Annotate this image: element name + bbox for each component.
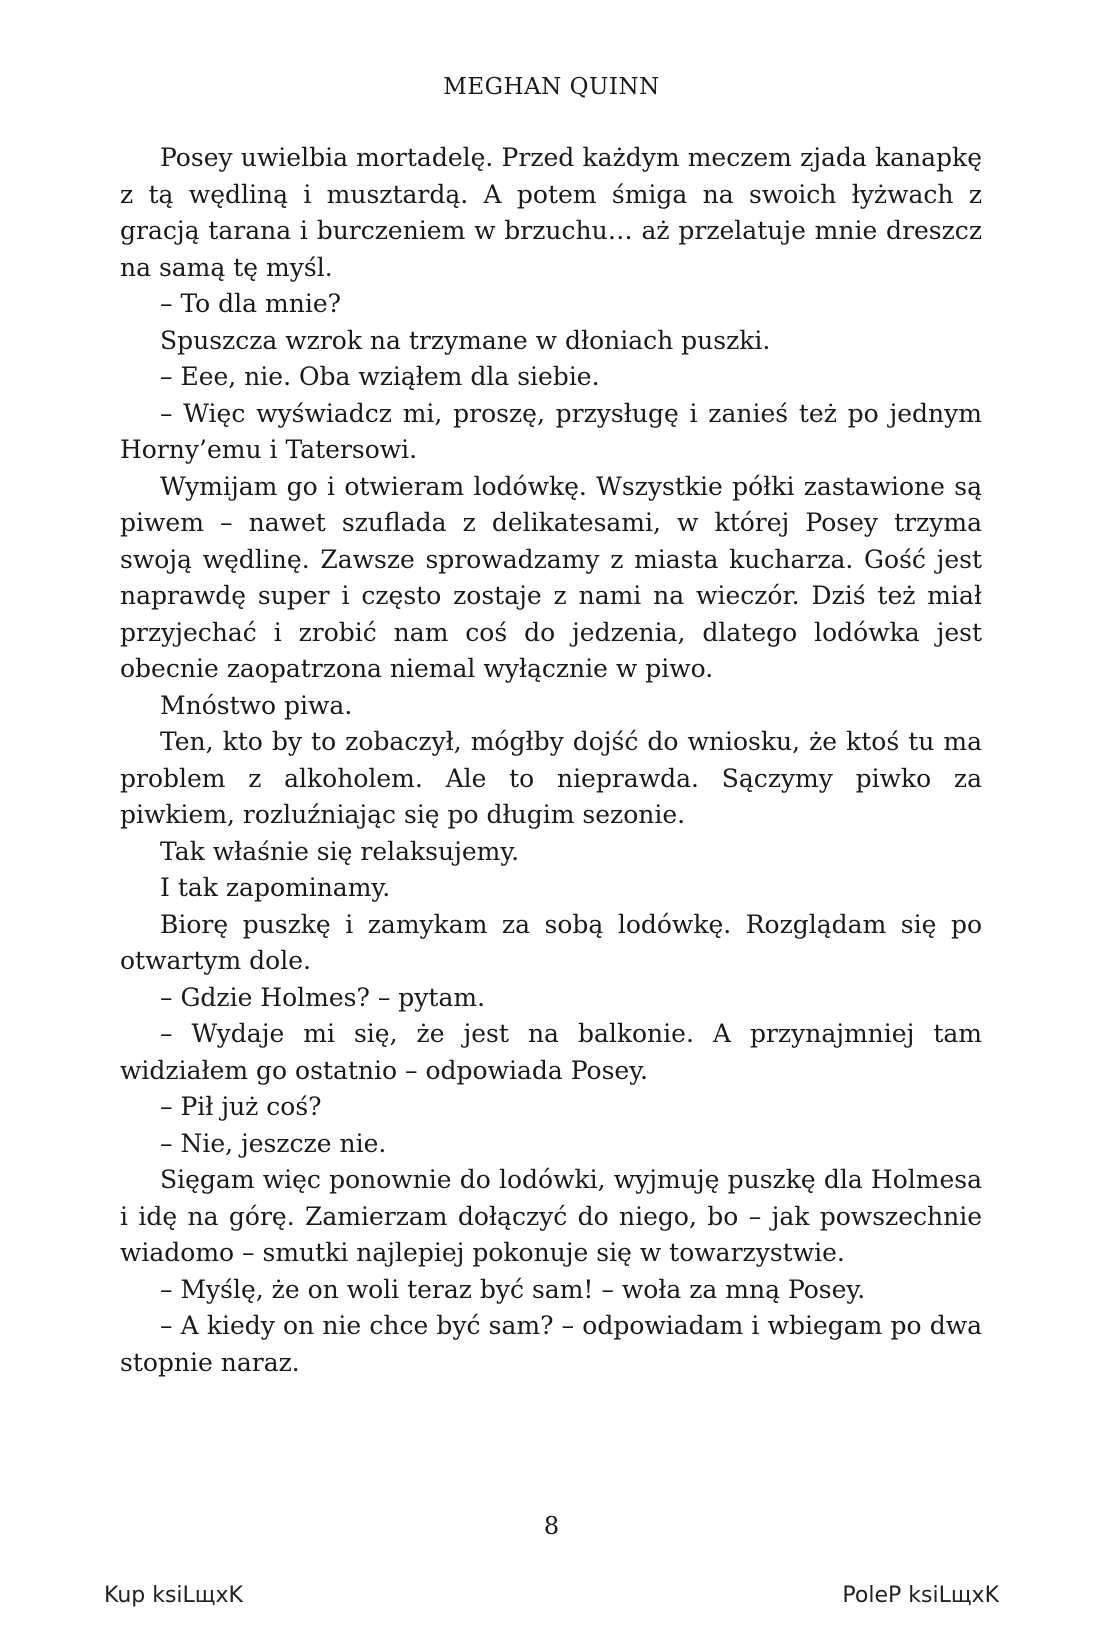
paragraph: – Wydaje mi się, że jest na balkonie. A przynajmniej tam widziałem go ostatnio – odpowiada Posey. — [120, 1019, 982, 1085]
paragraph: Sięgam więc ponownie do lodówki, wyjmuję puszkę dla Holmesa i idę na górę. Zamierzam dołączyć do niego, bo – jak powszechnie wiadomo – smutki najlepiej pokonuje się w towarzystwie. — [120, 1165, 982, 1267]
running-head: MEGHAN QUINN — [443, 74, 660, 100]
paragraph: Spuszcza wzrok na trzymane w dłoniach puszki. — [160, 325, 771, 355]
paragraph: – A kiedy on nie chce być sam? – odpowiadam i wbiegam po dwa stopnie naraz. — [120, 1311, 982, 1377]
paragraph: – Pił już coś? — [160, 1092, 322, 1121]
paragraph: – Gdzie Holmes? – pytam. — [160, 982, 486, 1012]
paragraph: – Eee, nie. Oba wziąłem dla siebie. — [160, 362, 600, 391]
paragraph: Ten, kto by to zobaczył, mógłby dojść do wniosku, że ktoś tu ma problem z alkoholem. Ale to nieprawda. Sączymy piwko za piwkiem, rozluźniając się po długim sezonie. — [120, 727, 982, 829]
page-number: 8 — [543, 1512, 560, 1540]
paragraph: Tak właśnie się relaksujemy. — [160, 836, 520, 866]
buy-book-link[interactable]: Kup ksiLщxK — [104, 1583, 243, 1608]
paragraph: Posey uwielbia mortadelę. Przed każdym meczem zjada kanapkę z tą wędliną i musztardą. A potem śmiga na swoich łyżwach z gracją tarana i burczeniem w brzuchu… aż przelatuje mnie dreszcz na samą tę myśl. — [120, 143, 982, 282]
paragraph: – Nie, jeszcze nie. — [160, 1128, 387, 1158]
recommend-book-link[interactable]: PoleP ksiLщxK — [842, 1583, 999, 1608]
paragraph: – To dla mnie? — [160, 289, 342, 318]
paragraph: I tak zapominamy. — [160, 873, 391, 902]
paragraph: – Więc wyświadcz mi, proszę, przysługę i zanieś też po jednym Horny’emu i Tatersowi. — [120, 398, 982, 464]
paragraph: Biorę puszkę i zamykam za sobą lodówkę. Rozglądam się po otwartym dole. — [120, 909, 982, 975]
body-text — [120, 140, 982, 1381]
paragraph: Wymijam go i otwieram lodówkę. Wszystkie półki zastawione są piwem – nawet szuflada z delikatesami, w której Posey trzyma swoją wędlinę. Zawsze sprowadzamy z miasta kucharza. Gość jest naprawdę super i często zostaje z nami na wieczór. Dziś też miał przyjechać i zrobić nam coś do jedzenia, dlatego lodówka jest obecnie zaopatrzona niemal wyłącznie w piwo. — [120, 471, 982, 683]
paragraph: – Myślę, że on woli teraz być sam! – woła za mną Posey. — [160, 1274, 866, 1304]
paragraph: Mnóstwo piwa. — [160, 690, 353, 720]
